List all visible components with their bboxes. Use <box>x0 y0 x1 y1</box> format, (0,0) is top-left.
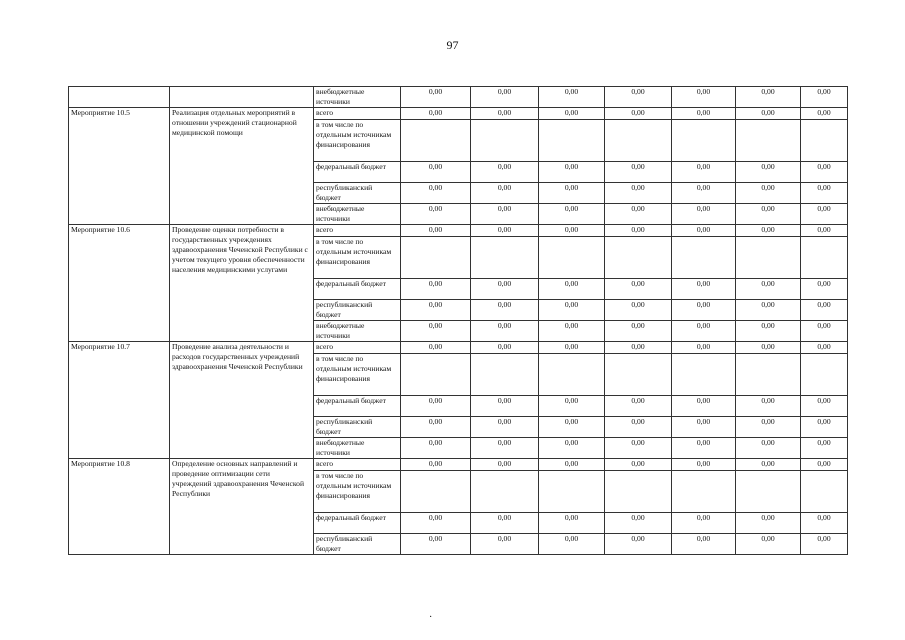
funding-source-cell: в том числе по отдельным источникам финансирования <box>314 354 401 396</box>
amount-cell: 0,00 <box>471 438 539 459</box>
funding-source-cell: всего <box>314 108 401 120</box>
table-row <box>69 108 848 120</box>
amount-cell: 0,00 <box>605 438 672 459</box>
amount-cell: 0,00 <box>401 225 471 237</box>
amount-cell <box>605 120 672 162</box>
amount-cell: 0,00 <box>401 204 471 225</box>
amount-cell: 0,00 <box>736 321 801 342</box>
amount-cell: 0,00 <box>801 225 848 237</box>
funding-source-cell: федеральный бюджет <box>314 279 401 300</box>
amount-cell: 0,00 <box>801 87 848 108</box>
amount-cell <box>539 471 605 513</box>
amount-cell <box>471 237 539 279</box>
event-code-cell: Мероприятие 10.6 <box>69 225 170 342</box>
amount-cell: 0,00 <box>401 417 471 438</box>
table-row <box>69 459 848 471</box>
amount-cell: 0,00 <box>401 513 471 534</box>
amount-cell: 0,00 <box>801 534 848 555</box>
funding-source-cell: федеральный бюджет <box>314 513 401 534</box>
amount-cell: 0,00 <box>605 417 672 438</box>
amount-cell: 0,00 <box>672 342 736 354</box>
amount-cell: 0,00 <box>401 279 471 300</box>
amount-cell: 0,00 <box>539 513 605 534</box>
amount-cell: 0,00 <box>672 534 736 555</box>
amount-cell: 0,00 <box>605 108 672 120</box>
funding-source-cell: республиканский бюджет <box>314 417 401 438</box>
amount-cell: 0,00 <box>401 459 471 471</box>
amount-cell: 0,00 <box>801 513 848 534</box>
amount-cell: 0,00 <box>605 279 672 300</box>
amount-cell: 0,00 <box>471 183 539 204</box>
amount-cell: 0,00 <box>801 162 848 183</box>
amount-cell <box>672 471 736 513</box>
amount-cell <box>736 120 801 162</box>
amount-cell: 0,00 <box>471 342 539 354</box>
amount-cell: 0,00 <box>801 438 848 459</box>
funding-source-cell: федеральный бюджет <box>314 396 401 417</box>
amount-cell: 0,00 <box>736 225 801 237</box>
amount-cell <box>401 120 471 162</box>
amount-cell: 0,00 <box>736 108 801 120</box>
funding-source-cell: всего <box>314 459 401 471</box>
funding-source-cell: республиканский бюджет <box>314 534 401 555</box>
amount-cell: 0,00 <box>672 459 736 471</box>
amount-cell: 0,00 <box>539 459 605 471</box>
amount-cell: 0,00 <box>672 513 736 534</box>
amount-cell <box>401 471 471 513</box>
amount-cell: 0,00 <box>401 342 471 354</box>
amount-cell: 0,00 <box>401 162 471 183</box>
amount-cell <box>801 120 848 162</box>
funding-source-cell: в том числе по отдельным источникам финансирования <box>314 237 401 279</box>
amount-cell: 0,00 <box>736 279 801 300</box>
amount-cell: 0,00 <box>401 534 471 555</box>
amount-cell: 0,00 <box>401 438 471 459</box>
amount-cell <box>736 354 801 396</box>
amount-cell: 0,00 <box>471 225 539 237</box>
amount-cell: 0,00 <box>539 438 605 459</box>
amount-cell: 0,00 <box>605 459 672 471</box>
event-code-cell: Мероприятие 10.5 <box>69 108 170 225</box>
amount-cell: 0,00 <box>736 183 801 204</box>
amount-cell <box>401 237 471 279</box>
amount-cell <box>672 120 736 162</box>
funding-source-cell: внебюджетные источники <box>314 438 401 459</box>
amount-cell: 0,00 <box>801 108 848 120</box>
amount-cell: 0,00 <box>605 183 672 204</box>
amount-cell: 0,00 <box>605 513 672 534</box>
amount-cell: 0,00 <box>539 108 605 120</box>
amount-cell: 0,00 <box>539 225 605 237</box>
event-description-cell: Проведение оценки потребности в государственных учреждениях здравоохранения Чеченской Республики с учетом текущего уровня обеспеченности населения медицинскими услугами <box>170 225 314 342</box>
amount-cell: 0,00 <box>672 87 736 108</box>
amount-cell <box>539 120 605 162</box>
funding-source-cell: федеральный бюджет <box>314 162 401 183</box>
amount-cell: 0,00 <box>672 438 736 459</box>
amount-cell: 0,00 <box>539 300 605 321</box>
amount-cell: 0,00 <box>801 417 848 438</box>
amount-cell: 0,00 <box>401 108 471 120</box>
amount-cell: 0,00 <box>539 204 605 225</box>
amount-cell: 0,00 <box>539 396 605 417</box>
amount-cell: 0,00 <box>471 87 539 108</box>
amount-cell: 0,00 <box>471 162 539 183</box>
funding-source-cell: внебюджетные источники <box>314 321 401 342</box>
amount-cell: 0,00 <box>736 459 801 471</box>
amount-cell: 0,00 <box>401 183 471 204</box>
amount-cell: 0,00 <box>672 204 736 225</box>
amount-cell: 0,00 <box>801 321 848 342</box>
amount-cell <box>736 237 801 279</box>
funding-source-cell: всего <box>314 342 401 354</box>
event-description-cell: Определение основных направлений и проведение оптимизации сети учреждений здравоохранения Чеченской Республики <box>170 459 314 555</box>
amount-cell: 0,00 <box>736 417 801 438</box>
table-row <box>69 87 848 108</box>
amount-cell: 0,00 <box>605 342 672 354</box>
amount-cell: 0,00 <box>672 108 736 120</box>
amount-cell: 0,00 <box>801 183 848 204</box>
amount-cell: 0,00 <box>801 396 848 417</box>
event-code-cell: Мероприятие 10.8 <box>69 459 170 555</box>
amount-cell: 0,00 <box>736 513 801 534</box>
amount-cell: 0,00 <box>401 396 471 417</box>
amount-cell: 0,00 <box>605 321 672 342</box>
amount-cell: 0,00 <box>801 300 848 321</box>
amount-cell: 0,00 <box>736 342 801 354</box>
amount-cell: 0,00 <box>801 342 848 354</box>
amount-cell <box>471 120 539 162</box>
amount-cell <box>801 354 848 396</box>
amount-cell: 0,00 <box>605 162 672 183</box>
table-row <box>69 225 848 237</box>
event-code-cell: Мероприятие 10.7 <box>69 342 170 459</box>
amount-cell: 0,00 <box>539 162 605 183</box>
amount-cell: 0,00 <box>736 300 801 321</box>
amount-cell: 0,00 <box>672 321 736 342</box>
table-body <box>69 87 848 555</box>
amount-cell: 0,00 <box>672 162 736 183</box>
amount-cell: 0,00 <box>605 396 672 417</box>
amount-cell: 0,00 <box>471 534 539 555</box>
amount-cell: 0,00 <box>672 300 736 321</box>
amount-cell <box>539 237 605 279</box>
funding-source-cell: республиканский бюджет <box>314 300 401 321</box>
stray-mark: · <box>429 612 433 623</box>
funding-source-cell: в том числе по отдельным источникам финансирования <box>314 120 401 162</box>
amount-cell <box>605 237 672 279</box>
amount-cell <box>471 471 539 513</box>
amount-cell: 0,00 <box>801 279 848 300</box>
amount-cell <box>672 237 736 279</box>
amount-cell: 0,00 <box>605 87 672 108</box>
amount-cell: 0,00 <box>539 342 605 354</box>
funding-source-cell: всего <box>314 225 401 237</box>
amount-cell: 0,00 <box>801 459 848 471</box>
amount-cell: 0,00 <box>471 300 539 321</box>
table-row <box>69 342 848 354</box>
amount-cell: 0,00 <box>605 225 672 237</box>
amount-cell: 0,00 <box>471 417 539 438</box>
amount-cell: 0,00 <box>736 396 801 417</box>
amount-cell: 0,00 <box>471 204 539 225</box>
amount-cell: 0,00 <box>539 87 605 108</box>
event-description-cell <box>170 87 314 108</box>
amount-cell <box>539 354 605 396</box>
amount-cell: 0,00 <box>471 279 539 300</box>
amount-cell: 0,00 <box>672 396 736 417</box>
amount-cell <box>801 471 848 513</box>
amount-cell <box>401 354 471 396</box>
amount-cell: 0,00 <box>672 417 736 438</box>
amount-cell: 0,00 <box>605 300 672 321</box>
amount-cell: 0,00 <box>801 204 848 225</box>
amount-cell <box>605 354 672 396</box>
amount-cell <box>672 354 736 396</box>
amount-cell: 0,00 <box>401 87 471 108</box>
amount-cell: 0,00 <box>539 183 605 204</box>
funding-source-cell: в том числе по отдельным источникам финансирования <box>314 471 401 513</box>
amount-cell: 0,00 <box>471 459 539 471</box>
amount-cell: 0,00 <box>471 396 539 417</box>
amount-cell: 0,00 <box>736 204 801 225</box>
amount-cell <box>736 471 801 513</box>
amount-cell: 0,00 <box>605 534 672 555</box>
page-number: 97 <box>446 38 459 52</box>
amount-cell: 0,00 <box>471 108 539 120</box>
funding-source-cell: внебюджетные источники <box>314 204 401 225</box>
funding-source-cell: внебюджетные источники <box>314 87 401 108</box>
amount-cell: 0,00 <box>672 183 736 204</box>
amount-cell: 0,00 <box>539 279 605 300</box>
amount-cell: 0,00 <box>401 300 471 321</box>
amount-cell: 0,00 <box>539 321 605 342</box>
amount-cell: 0,00 <box>471 321 539 342</box>
event-description-cell: Реализация отдельных мероприятий в отношении учреждений стационарной медицинской помощи <box>170 108 314 225</box>
amount-cell: 0,00 <box>736 162 801 183</box>
event-description-cell: Проведение анализа деятельности и расходов государственных учреждений здравоохранения Чеченской Республики <box>170 342 314 459</box>
amount-cell: 0,00 <box>539 534 605 555</box>
amount-cell <box>801 237 848 279</box>
funding-source-cell: республиканский бюджет <box>314 183 401 204</box>
amount-cell: 0,00 <box>471 513 539 534</box>
amount-cell: 0,00 <box>539 417 605 438</box>
amount-cell: 0,00 <box>401 321 471 342</box>
amount-cell <box>471 354 539 396</box>
budget-table <box>68 86 848 555</box>
amount-cell: 0,00 <box>672 225 736 237</box>
amount-cell: 0,00 <box>736 438 801 459</box>
amount-cell: 0,00 <box>736 87 801 108</box>
amount-cell: 0,00 <box>736 534 801 555</box>
event-code-cell <box>69 87 170 108</box>
amount-cell: 0,00 <box>672 279 736 300</box>
amount-cell <box>605 471 672 513</box>
amount-cell: 0,00 <box>605 204 672 225</box>
